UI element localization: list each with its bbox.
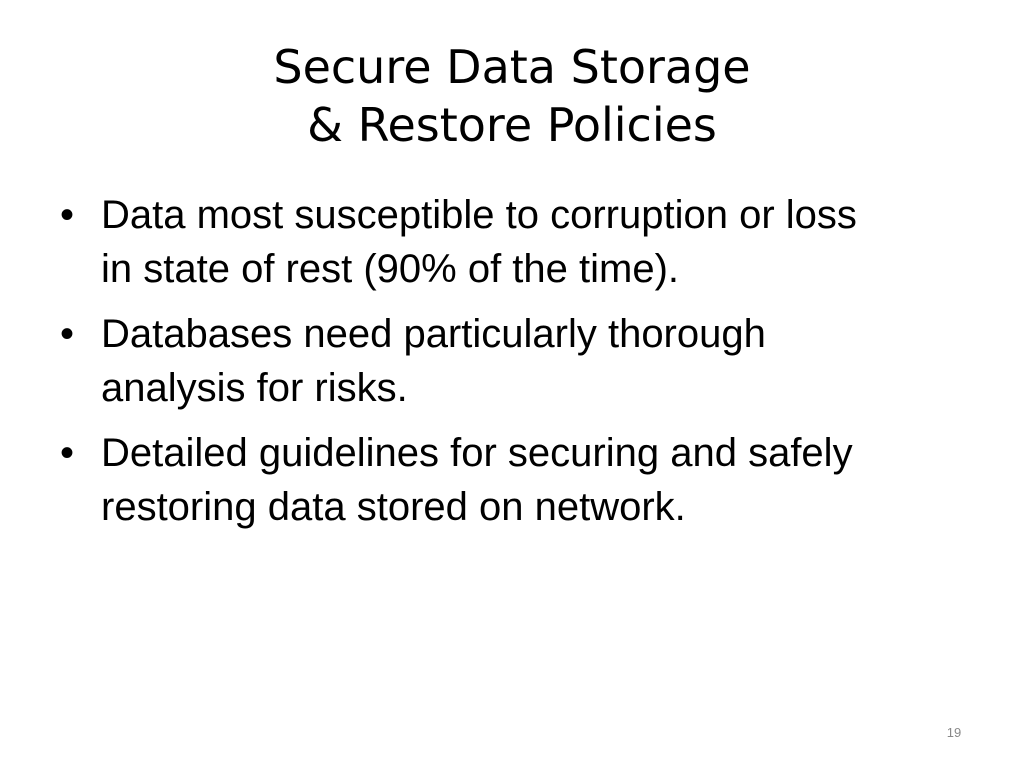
bullet-icon: • xyxy=(60,312,75,356)
bullet-3-line-1: Detailed guidelines for securing and safely xyxy=(101,431,853,475)
bullet-item-2 xyxy=(60,307,980,415)
bullet-item-3 xyxy=(60,426,980,534)
bullet-icon: • xyxy=(60,431,75,475)
bullet-1-line-2: in state of rest (90% of the time). xyxy=(101,247,680,291)
bullet-2-line-1: Databases need particularly thorough xyxy=(101,312,766,356)
bullet-3-line-2: restoring data stored on network. xyxy=(101,485,686,529)
bullet-2-line-2: analysis for risks. xyxy=(101,366,408,410)
title-line-1: Secure Data Storage xyxy=(273,40,751,94)
bullet-icon: • xyxy=(60,193,75,237)
bullet-list xyxy=(60,188,980,545)
bullet-1-line-1: Data most susceptible to corruption or loss xyxy=(101,193,857,237)
bullet-item-1 xyxy=(60,188,980,296)
page-number: 19 xyxy=(946,725,962,740)
title-line-2: & Restore Policies xyxy=(307,98,717,152)
slide-title xyxy=(0,38,1024,154)
